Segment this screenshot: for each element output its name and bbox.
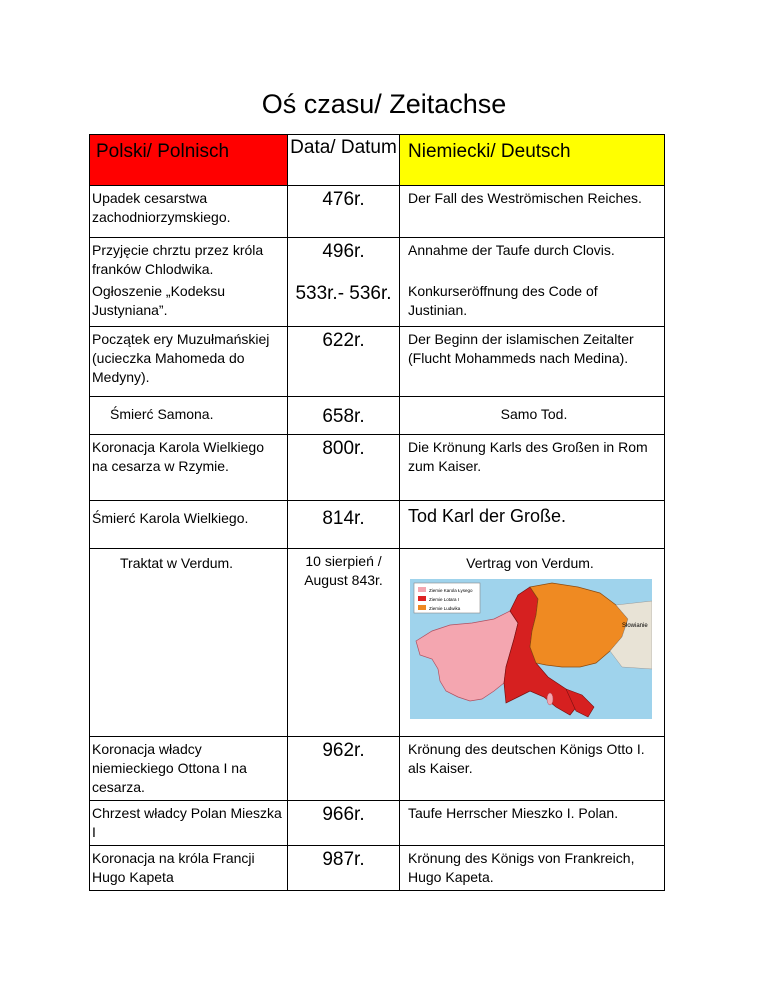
table-row (90, 434, 665, 500)
map-region-label: Słowianie (622, 622, 648, 629)
german-cell (400, 548, 665, 736)
table-row (90, 500, 665, 548)
date-cell: 622r. (288, 326, 400, 396)
polish-cell: Chrzest władcy Polan Mieszka I (90, 800, 288, 845)
polish-cell: Ogłoszenie „Kodeksu Justyniana”. (90, 282, 288, 326)
table-row (90, 238, 665, 283)
table-row (90, 396, 665, 434)
date-cell: 800r. (288, 434, 400, 500)
polish-cell: Przyjęcie chrztu przez króla franków Chlodwika. (90, 238, 288, 283)
legend-swatch (418, 596, 426, 601)
table-row (90, 736, 665, 800)
treaty-map (410, 579, 652, 721)
header-row (90, 135, 665, 186)
timeline-table (89, 134, 665, 891)
table-row (90, 845, 665, 890)
legend-swatch (418, 605, 426, 610)
date-cell: 476r. (288, 186, 400, 238)
treaty-of-verdun-map (410, 579, 652, 719)
polish-cell: Upadek cesarstwa zachodniorzymskiego. (90, 186, 288, 238)
german-cell: Krönung des deutschen Königs Otto I. als Kaiser. (400, 736, 665, 800)
date-cell: 814r. (288, 500, 400, 548)
page-title: Oś czasu/ Zeitachse (261, 89, 507, 119)
legend-label: Ziemie Lotara I (429, 596, 460, 602)
german-cell: Krönung des Königs von Frankreich, Hugo Kapeta. (400, 845, 665, 890)
table-row (90, 800, 665, 845)
german-header: Niemiecki/ Deutsch (400, 135, 665, 186)
german-cell: Die Krönung Karls des Großen in Rom zum Kaiser. (400, 434, 665, 500)
table-row (90, 282, 665, 326)
german-cell: Annahme der Taufe durch Clovis. (400, 238, 665, 283)
german-cell: Taufe Herrscher Mieszko I. Polan. (400, 800, 665, 845)
date-cell: 987r. (288, 845, 400, 890)
date-cell: 962r. (288, 736, 400, 800)
date-cell: 10 sierpień / August 843r. (288, 548, 400, 736)
date-cell: 533r.- 536r. (288, 282, 400, 326)
polish-cell: Śmierć Samona. (90, 396, 288, 434)
date-cell: 496r. (288, 238, 400, 283)
polish-cell: Koronacja władcy niemieckiego Ottona I na cesarza. (90, 736, 288, 800)
table-row (90, 548, 665, 736)
german-cell: Samo Tod. (400, 396, 665, 434)
treaty-title: Vertrag von Verdum. (466, 554, 594, 571)
german-cell: Konkurseröffnung des Code of Justinian. (400, 282, 665, 326)
legend-label: Ziemie Karola Łysego (429, 587, 473, 593)
legend-label: Ziemie Ludwika (429, 605, 461, 611)
polish-cell: Początek ery Muzułmańskiej (ucieczka Mahomeda do Medyny). (90, 326, 288, 396)
polish-cell: Traktat w Verdum. (90, 548, 288, 736)
date-cell: 658r. (288, 396, 400, 434)
polish-cell: Koronacja Karola Wielkiego na cesarza w Rzymie. (90, 434, 288, 500)
date-header: Data/ Datum (288, 135, 400, 186)
polish-cell: Śmierć Karola Wielkiego. (90, 500, 288, 548)
legend-swatch (418, 587, 426, 592)
german-cell: Der Fall des Weströmischen Reiches. (400, 186, 665, 238)
german-cell: Tod Karl der Große. (400, 500, 665, 548)
polish-header: Polski/ Polnisch (90, 135, 288, 186)
table-row (90, 326, 665, 396)
german-cell: Der Beginn der islamischen Zeitalter (Flucht Mohammeds nach Medina). (400, 326, 665, 396)
polish-cell: Koronacja na króla Francji Hugo Kapeta (90, 845, 288, 890)
date-cell: 966r. (288, 800, 400, 845)
table-row (90, 186, 665, 238)
